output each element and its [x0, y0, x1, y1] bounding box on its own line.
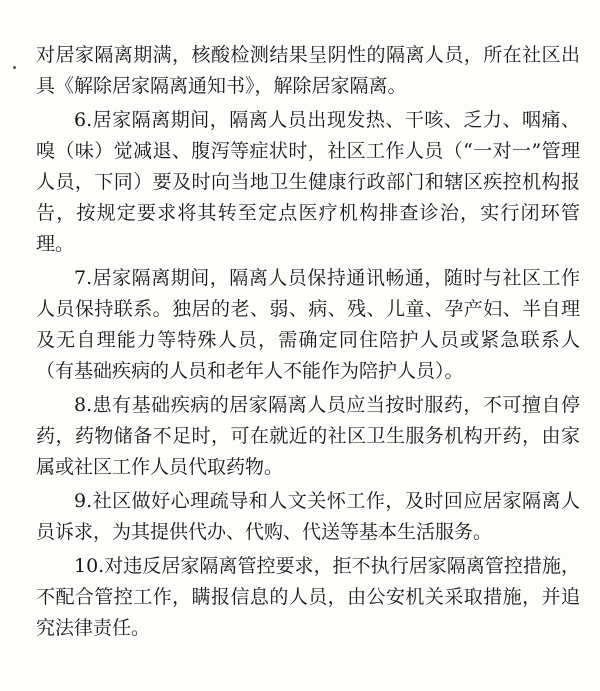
paragraph-item-10: 10.对违反居家隔离管控要求，拒不执行居家隔离管控措施，不配合管控工作，瞒报信息的人员，由公安机关采取措施，并追究法律责任。 [36, 555, 580, 639]
paragraph-continuation: 对居家隔离期满，核酸检测结果呈阴性的隔离人员，所在社区出具《解除居家隔离通知书》，解除居家隔离。 [36, 44, 580, 97]
paragraph-item-8: 8.患有基础疾病的居家隔离人员应当按时服药，不可擅自停药，药物储备不足时，可在就近的社区卫生服务机构开药，由家属或社区工作人员代取药物。 [36, 394, 580, 478]
paragraph-item-9: 9.社区做好心理疏导和人文关怀工作，及时回应居家隔离人员诉求，为其提供代办、代购、代送等基本生活服务。 [36, 490, 580, 543]
paragraph-item-6: 6.居家隔离期间，隔离人员出现发热、干咳、乏力、咽痛、嗅（味）觉减退、腹泻等症状时，社区工作人员（“一对一”管理人员，下同）要及时向当地卫生健康行政部门和辖区疾控机构报告，按规定要求将其转至定点医疗机构排查诊治，实行闭环管理。 [36, 109, 580, 255]
paragraph-item-7: 7.居家隔离期间，隔离人员保持通讯畅通，随时与社区工作人员保持联系。独居的老、弱、病、残、儿童、孕产妇、半自理及无自理能力等特殊人员，需确定同住陪护人员或紧急联系人（有基础疾病的人员和老年人不能作为陪护人员）。 [36, 267, 580, 382]
scan-speck [13, 66, 16, 69]
